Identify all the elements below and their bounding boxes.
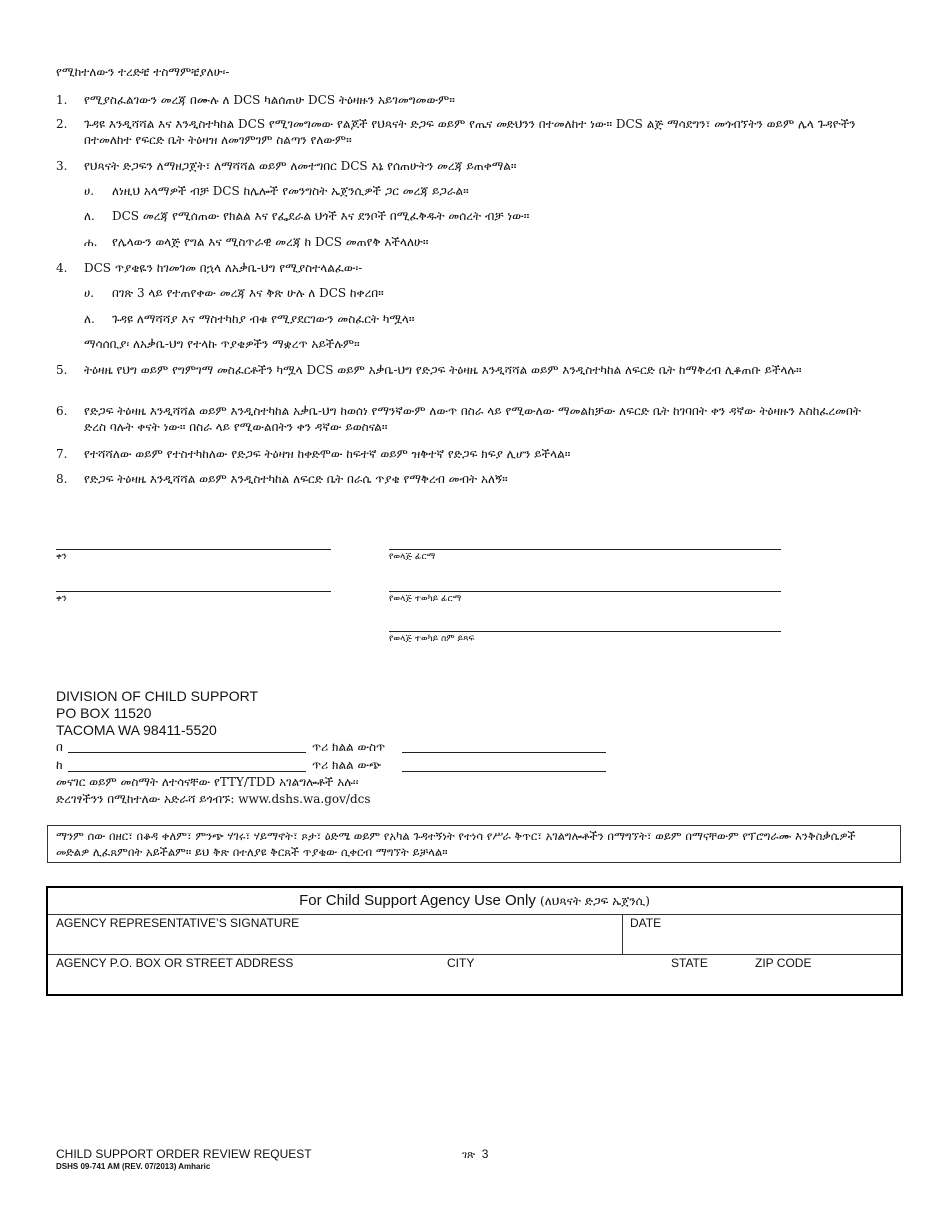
page-num: 3	[481, 1147, 489, 1161]
item-number: 4.	[56, 261, 68, 275]
page-label: ገጽ	[462, 1148, 476, 1161]
rep-name-line[interactable]	[389, 631, 781, 632]
phone-in-number-line[interactable]	[68, 752, 306, 753]
phone-out-label: ጥሪ ክልል ውጭ	[312, 758, 382, 772]
footer-title: CHILD SUPPORT ORDER REVIEW REQUEST	[56, 1147, 312, 1161]
sub-letter: ሀ.	[84, 184, 95, 198]
item-number: 1.	[56, 93, 68, 107]
sub-item	[84, 183, 864, 199]
list-item	[56, 446, 876, 462]
row-divider	[48, 954, 901, 955]
item-text: ትዕዛዜ የህግ ወይም የግምገማ መስፈርቶችን ካሟላ DCS ወይም አቃቤ-ህግ የድጋፍ ትዕዛዜ እንዲሻሻል ወይም እንዲስተካከል ለፍርድ ቤት ከማቅረብ ሊቆጠቡ ይችላሉ።	[84, 363, 802, 377]
agency-title-am: (ለህጻናት ድጋፍ ኤጀንሲ)	[540, 894, 650, 908]
sub-item	[84, 234, 864, 250]
date-line-1[interactable]	[56, 549, 331, 550]
item-text: ጉዳዩ እንዲሻሻል እና እንዲስተካከል DCS የሚገመግመው የልጆች የህጻናት ድጋፍ ወይም የጤና መድህንን በተመለከተ ነው። DCS ልጅ ማሳደግን፣ መጎብኘትን ወይም ሌላ ጉዳዮችን በተመለከተ የፍርድ ቤት ትዕዛዝ ለመገምገም ስልጣን የለውም።	[84, 117, 856, 147]
agency-title: For Child Support Agency Use Only	[299, 892, 536, 909]
list-item	[56, 403, 876, 435]
sub-text: ለነዚህ አላማዎች ብቻ DCS ከሌሎች የመንግስት ኤጀንሲዎች ጋር መረጃ ይጋራል።	[112, 184, 469, 198]
sub-text: የሌላውን ወላጅ የግል እና ሚስጥራዊ መረጃ ከ DCS መጠየቅ እችላለሁ።	[112, 235, 429, 249]
rep-name-label: የወላጅ ተወካይ ስም ይጻፍ	[389, 634, 475, 644]
date-line-2[interactable]	[56, 591, 331, 592]
phone-out-prefix: ከ	[56, 758, 63, 772]
address-line: TACOMA WA 98411-5520	[56, 722, 217, 738]
item-number: 2.	[56, 117, 68, 131]
sub-letter: ለ.	[84, 209, 95, 223]
agency-use-table	[46, 886, 903, 996]
item-text: የተሻሻለው ወይም የተስተካከለው የድጋፍ ትዕዛዝ ከቀድሞው ከፍተኛ ወይም ዝቅተኛ የድጋፍ ክፍያ ሊሆን ይችላል።	[84, 447, 571, 461]
tty-text: መናገር ወይም መስማት ለተሳናቸው የTTY/TDD አገልግሎቶች አሉ፡፡	[56, 775, 359, 789]
address-cell[interactable]: AGENCY P.O. BOX OR STREET ADDRESS	[56, 956, 294, 970]
list-item	[56, 158, 876, 174]
phone-in-prefix: በ	[56, 740, 63, 754]
rep-signature-label: የወላጅ ተወካይ ፊርማ	[389, 594, 462, 604]
page-number	[462, 1147, 488, 1162]
list-item	[56, 260, 876, 276]
phone-out-row	[56, 758, 63, 773]
item-text: DCS ጥያቄዬን ከገመገመ በኋላ ለአቃቤ-ህግ የሚያስተላልፈው፡-	[84, 261, 363, 275]
address-line: PO BOX 11520	[56, 705, 152, 721]
city-cell[interactable]: CITY	[447, 956, 475, 970]
item-number: 6.	[56, 404, 68, 418]
address-line: DIVISION OF CHILD SUPPORT	[56, 688, 258, 704]
phone-in-row	[56, 740, 63, 755]
note-text: ማሳሰቢያ፡ ለአቃቤ-ህግ የተላኩ ጥያቄዎችን ማቋረጥ አይችሉም።	[84, 337, 360, 351]
list-item	[56, 92, 876, 108]
sub-text: በገጽ 3 ላይ የተጠየቀው መረጃ እና ቅጽ ሁሉ ለ DCS ከቀረበ።	[112, 286, 384, 300]
item-text: የድጋፍ ትዕዛዜ እንዲሻሻል ወይም እንዲስተካከል ለፍርድ ቤት በራሴ ጥያቄ የማቅረብ መብት አለኝ።	[84, 472, 508, 486]
sub-letter: ሐ.	[84, 235, 98, 249]
rep-signature-line[interactable]	[389, 591, 781, 592]
sub-item	[84, 311, 864, 327]
parent-signature-label: የወላጅ ፊርማ	[389, 552, 436, 562]
website-text: ድረገፃችንን በሚከተለው አድራሻ ይጎብኙ: www.dshs.wa.gov/dcs	[56, 792, 371, 806]
item-number: 8.	[56, 472, 68, 486]
phone-out-number-line[interactable]	[68, 771, 306, 772]
zip-cell[interactable]: ZIP CODE	[755, 956, 812, 970]
sub-letter: ሀ.	[84, 286, 95, 300]
item-number: 3.	[56, 159, 68, 173]
footer-form-number: DSHS 09-741 AM (REV. 07/2013) Amharic	[56, 1162, 211, 1171]
sub-text: DCS መረጃ የሚሰጠው የክልል እና የፌደራል ህጎች እና ደንቦች በሚፈቅዱት መሰረት ብቻ ነው።	[112, 209, 530, 223]
sub-letter: ለ.	[84, 312, 95, 326]
phone-in-label: ጥሪ ክልል ውስጥ	[312, 740, 386, 754]
date-label-1: ቀን	[56, 552, 67, 562]
item-text: የድጋፍ ትዕዛዜ እንዲሻሻል ወይም እንዲስተካከል አቃቤ-ህግ ከወሰነ የማንኛውም ለውጥ በስራ ላይ የሚውለው ማመልከቻው ለፍርድ ቤት ከገባበት ቀን ዳኛው ትዕዛዙን እስከፈረመበት ድረስ ባሉት ቀናት ነው። በስራ ላይ የሚውልበትን ቀን ዳኛው ይወስናል።	[84, 404, 861, 434]
nondiscrimination-box	[47, 825, 901, 863]
list-item	[56, 471, 876, 487]
item-text: የሚያስፈልገውን መረጃ በሙሉ ለ DCS ካልሰጠሁ DCS ትዕዛዙን አይገመግመውም።	[84, 93, 455, 107]
intro-text: የሚከተለውን ተረድቼ ተስማምቼያለሁ፡-	[56, 65, 230, 79]
state-cell[interactable]: STATE	[671, 956, 708, 970]
item-number: 5.	[56, 363, 68, 377]
parent-signature-line[interactable]	[389, 549, 781, 550]
list-item	[56, 362, 876, 378]
sub-item	[84, 285, 864, 301]
item-number: 7.	[56, 447, 68, 461]
nondiscrimination-text: ማንም ሰው በዘር፣ በቆዳ ቀለም፣ ምንጭ ሃገሩ፣ ሃይማኖት፣ ጾታ፣ ዕድሜ ወይም የአካል ጉዳተኝነት የተነሳ የሥራ ቅጥር፣ አገልግሎቶችን በማግኘት፣ ወይም በማናቸውም የፕሮግራሙ እንቅስቃሴዎች መድልዎ ሊፈጸምበት አይችልም። ይህ ቅጽ በተለያዩ ቅርጸች ጥያቄው ሲቀርብ ማግኘት ይቻላል።	[56, 829, 856, 859]
phone-out-line-2[interactable]	[402, 771, 606, 772]
agency-header	[48, 888, 901, 915]
list-item	[56, 116, 876, 148]
date-label-2: ቀን	[56, 594, 67, 604]
rep-signature-cell[interactable]: AGENCY REPRESENTATIVE’S SIGNATURE	[56, 916, 300, 930]
phone-in-line-2[interactable]	[402, 752, 606, 753]
item-text: የህጻናት ድጋፍን ለማዘጋጀት፣ ለማሻሻል ወይም ለመተግበር DCS እኔ የሰጠሁትን መረጃ ይጠቀማል።	[84, 159, 517, 173]
date-cell[interactable]: DATE	[630, 916, 662, 930]
column-divider	[622, 914, 623, 954]
sub-item	[84, 208, 864, 224]
sub-text: ጉዳዩ ለማሻሻያ እና ማስተካከያ ብቁ የሚያደርገውን መስፈርት ካሟላ።	[112, 312, 415, 326]
